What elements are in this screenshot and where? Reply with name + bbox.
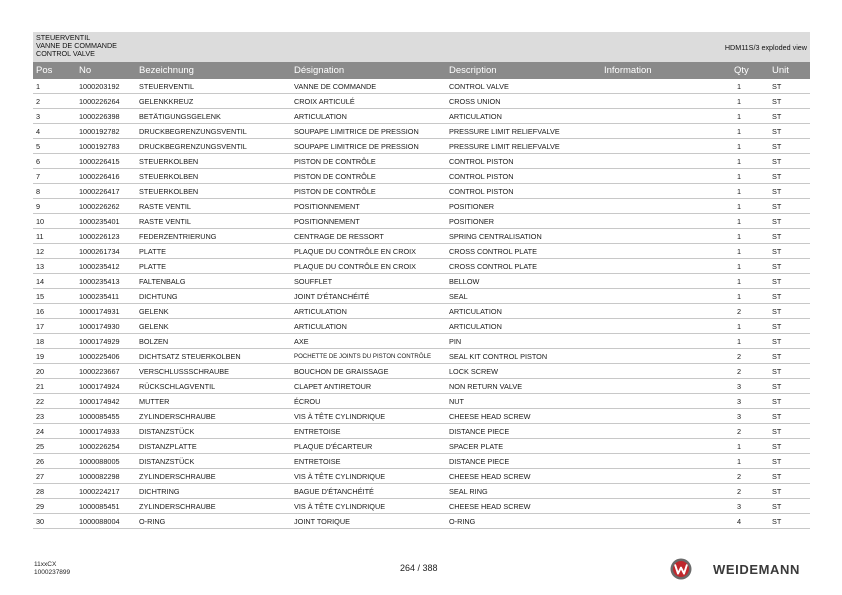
cell-unit: ST: [769, 454, 810, 469]
col-header-description: Description: [446, 62, 601, 79]
cell-part-number: 1000235413: [76, 274, 136, 289]
cell-qty: 2: [731, 484, 769, 499]
cell-qty: 1: [731, 214, 769, 229]
cell-designation: VIS À TÊTE CYLINDRIQUE: [291, 499, 446, 514]
cell-designation: ARTICULATION: [291, 319, 446, 334]
cell-qty: 1: [731, 199, 769, 214]
table-row: [33, 274, 810, 289]
cell-qty: 2: [731, 424, 769, 439]
cell-pos: 11: [33, 229, 76, 244]
cell-part-number: 1000235401: [76, 214, 136, 229]
weidemann-logo-icon: [670, 558, 692, 580]
assembly-title: [36, 34, 117, 58]
cell-part-number: 1000203192: [76, 79, 136, 94]
col-header-pos: Pos: [33, 62, 76, 79]
cell-bezeichnung: FEDERZENTRIERUNG: [136, 229, 291, 244]
cell-information: [601, 304, 731, 319]
cell-qty: 1: [731, 169, 769, 184]
cell-unit: ST: [769, 109, 810, 124]
cell-bezeichnung: GELENK: [136, 304, 291, 319]
table-row: [33, 499, 810, 514]
cell-description: CROSS UNION: [446, 94, 601, 109]
cell-information: [601, 499, 731, 514]
brand-name: WEIDEMANN: [713, 561, 801, 577]
cell-pos: 3: [33, 109, 76, 124]
cell-information: [601, 124, 731, 139]
cell-qty: 3: [731, 409, 769, 424]
brand-logo: [670, 557, 800, 581]
cell-qty: 1: [731, 109, 769, 124]
table-row: [33, 469, 810, 484]
cell-designation: PLAQUE D'ÉCARTEUR: [291, 439, 446, 454]
cell-designation: POSITIONNEMENT: [291, 214, 446, 229]
table-row: [33, 394, 810, 409]
col-header-information: Information: [601, 62, 731, 79]
page-number: 264 / 388: [400, 563, 438, 573]
cell-bezeichnung: DISTANZPLATTE: [136, 439, 291, 454]
cell-designation: POSITIONNEMENT: [291, 199, 446, 214]
cell-description: DISTANCE PIECE: [446, 424, 601, 439]
cell-description: POSITIONER: [446, 214, 601, 229]
cell-pos: 21: [33, 379, 76, 394]
cell-designation: SOUFFLET: [291, 274, 446, 289]
cell-pos: 7: [33, 169, 76, 184]
cell-part-number: 1000235412: [76, 259, 136, 274]
document-header: [33, 32, 810, 62]
cell-unit: ST: [769, 184, 810, 199]
cell-information: [601, 244, 731, 259]
cell-description: O-RING: [446, 514, 601, 529]
cell-description: CONTROL PISTON: [446, 154, 601, 169]
cell-part-number: 1000174933: [76, 424, 136, 439]
cell-description: PIN: [446, 334, 601, 349]
col-header-designation: Désignation: [291, 62, 446, 79]
cell-pos: 24: [33, 424, 76, 439]
cell-bezeichnung: STEUERKOLBEN: [136, 169, 291, 184]
cell-part-number: 1000226262: [76, 199, 136, 214]
cell-designation: VIS À TÊTE CYLINDRIQUE: [291, 409, 446, 424]
cell-unit: ST: [769, 394, 810, 409]
cell-unit: ST: [769, 79, 810, 94]
cell-bezeichnung: BOLZEN: [136, 334, 291, 349]
cell-pos: 25: [33, 439, 76, 454]
cell-part-number: 1000085455: [76, 409, 136, 424]
cell-pos: 1: [33, 79, 76, 94]
table-row: [33, 109, 810, 124]
cell-description: CHEESE HEAD SCREW: [446, 469, 601, 484]
cell-information: [601, 229, 731, 244]
cell-description: NON RETURN VALVE: [446, 379, 601, 394]
cell-unit: ST: [769, 214, 810, 229]
cell-pos: 8: [33, 184, 76, 199]
cell-designation: PISTON DE CONTRÔLE: [291, 184, 446, 199]
cell-qty: 2: [731, 349, 769, 364]
cell-bezeichnung: STEUERKOLBEN: [136, 154, 291, 169]
parts-table-body: [33, 79, 810, 529]
cell-information: [601, 514, 731, 529]
cell-information: [601, 199, 731, 214]
cell-unit: ST: [769, 124, 810, 139]
cell-part-number: 1000174929: [76, 334, 136, 349]
cell-unit: ST: [769, 154, 810, 169]
cell-unit: ST: [769, 289, 810, 304]
cell-bezeichnung: O-RING: [136, 514, 291, 529]
cell-information: [601, 289, 731, 304]
cell-part-number: 1000174924: [76, 379, 136, 394]
cell-description: BELLOW: [446, 274, 601, 289]
cell-part-number: 1000226415: [76, 154, 136, 169]
cell-description: LOCK SCREW: [446, 364, 601, 379]
cell-pos: 26: [33, 454, 76, 469]
cell-description: CONTROL PISTON: [446, 169, 601, 184]
cell-description: ARTICULATION: [446, 319, 601, 334]
cell-description: CHEESE HEAD SCREW: [446, 409, 601, 424]
cell-qty: 2: [731, 304, 769, 319]
cell-description: SPACER PLATE: [446, 439, 601, 454]
cell-information: [601, 109, 731, 124]
cell-designation: VANNE DE COMMANDE: [291, 79, 446, 94]
cell-bezeichnung: STEUERKOLBEN: [136, 184, 291, 199]
cell-bezeichnung: GELENK: [136, 319, 291, 334]
cell-bezeichnung: PLATTE: [136, 259, 291, 274]
cell-part-number: 1000235411: [76, 289, 136, 304]
cell-bezeichnung: ZYLINDERSCHRAUBE: [136, 409, 291, 424]
table-row: [33, 424, 810, 439]
cell-bezeichnung: ZYLINDERSCHRAUBE: [136, 499, 291, 514]
cell-bezeichnung: DICHTUNG: [136, 289, 291, 304]
cell-description: ARTICULATION: [446, 304, 601, 319]
cell-qty: 1: [731, 244, 769, 259]
exploded-view-label: HDM11S/3 exploded view: [724, 43, 807, 52]
cell-pos: 20: [33, 364, 76, 379]
cell-qty: 1: [731, 334, 769, 349]
cell-designation: SOUPAPE LIMITRICE DE PRESSION: [291, 139, 446, 154]
cell-unit: ST: [769, 94, 810, 109]
cell-pos: 19: [33, 349, 76, 364]
col-header-no: No: [76, 62, 136, 79]
cell-pos: 10: [33, 214, 76, 229]
table-row: [33, 319, 810, 334]
cell-information: [601, 364, 731, 379]
cell-part-number: 1000223667: [76, 364, 136, 379]
cell-designation: PISTON DE CONTRÔLE: [291, 169, 446, 184]
cell-unit: ST: [769, 334, 810, 349]
cell-qty: 1: [731, 274, 769, 289]
cell-description: PRESSURE LIMIT RELIEFVALVE: [446, 124, 601, 139]
cell-bezeichnung: BETÄTIGUNGSGELENK: [136, 109, 291, 124]
table-row: [33, 304, 810, 319]
table-row: [33, 199, 810, 214]
col-header-unit: Unit: [769, 62, 810, 79]
cell-unit: ST: [769, 514, 810, 529]
cell-pos: 2: [33, 94, 76, 109]
cell-description: SEAL RING: [446, 484, 601, 499]
cell-bezeichnung: DISTANZSTÜCK: [136, 454, 291, 469]
cell-designation: BAGUE D'ÉTANCHÉITÉ: [291, 484, 446, 499]
cell-pos: 12: [33, 244, 76, 259]
cell-part-number: 1000088005: [76, 454, 136, 469]
cell-qty: 1: [731, 124, 769, 139]
cell-pos: 23: [33, 409, 76, 424]
cell-part-number: 1000174942: [76, 394, 136, 409]
cell-designation: ENTRETOISE: [291, 424, 446, 439]
table-row: [33, 259, 810, 274]
cell-unit: ST: [769, 169, 810, 184]
cell-information: [601, 334, 731, 349]
title-german: STEUERVENTIL: [36, 33, 91, 42]
cell-part-number: 1000226264: [76, 94, 136, 109]
cell-bezeichnung: DICHTSATZ STEUERKOLBEN: [136, 349, 291, 364]
col-header-qty: Qty: [731, 62, 769, 79]
cell-qty: 1: [731, 154, 769, 169]
cell-information: [601, 154, 731, 169]
cell-unit: ST: [769, 379, 810, 394]
cell-bezeichnung: RÜCKSCHLAGVENTIL: [136, 379, 291, 394]
cell-description: SEAL: [446, 289, 601, 304]
cell-unit: ST: [769, 439, 810, 454]
cell-unit: ST: [769, 349, 810, 364]
cell-description: CROSS CONTROL PLATE: [446, 259, 601, 274]
cell-qty: 1: [731, 259, 769, 274]
table-row: [33, 154, 810, 169]
cell-bezeichnung: MUTTER: [136, 394, 291, 409]
table-row: [33, 439, 810, 454]
cell-qty: 1: [731, 79, 769, 94]
cell-part-number: 1000226254: [76, 439, 136, 454]
cell-pos: 29: [33, 499, 76, 514]
cell-bezeichnung: GELENKKREUZ: [136, 94, 291, 109]
cell-designation: JOINT TORIQUE: [291, 514, 446, 529]
cell-information: [601, 184, 731, 199]
title-french: VANNE DE COMMANDE: [36, 41, 117, 50]
table-row: [33, 379, 810, 394]
cell-pos: 22: [33, 394, 76, 409]
cell-part-number: 1000226398: [76, 109, 136, 124]
cell-part-number: 1000174930: [76, 319, 136, 334]
table-row: [33, 94, 810, 109]
cell-designation: PLAQUE DU CONTRÔLE EN CROIX: [291, 244, 446, 259]
cell-information: [601, 259, 731, 274]
cell-information: [601, 214, 731, 229]
cell-description: DISTANCE PIECE: [446, 454, 601, 469]
cell-information: [601, 439, 731, 454]
document-number: 1000237899: [34, 568, 71, 576]
table-row: [33, 79, 810, 94]
cell-designation: PISTON DE CONTRÔLE: [291, 154, 446, 169]
cell-designation: CROIX ARTICULÉ: [291, 94, 446, 109]
table-row: [33, 454, 810, 469]
cell-qty: 1: [731, 319, 769, 334]
cell-unit: ST: [769, 304, 810, 319]
cell-description: CROSS CONTROL PLATE: [446, 244, 601, 259]
cell-part-number: 1000088004: [76, 514, 136, 529]
cell-information: [601, 79, 731, 94]
cell-information: [601, 379, 731, 394]
cell-description: SEAL KIT CONTROL PISTON: [446, 349, 601, 364]
table-row: [33, 409, 810, 424]
cell-designation: PLAQUE DU CONTRÔLE EN CROIX: [291, 259, 446, 274]
model-label: 11xxCX: [34, 561, 57, 568]
cell-part-number: 1000261734: [76, 244, 136, 259]
table-row: [33, 334, 810, 349]
cell-unit: ST: [769, 244, 810, 259]
cell-qty: 2: [731, 364, 769, 379]
cell-part-number: 1000225406: [76, 349, 136, 364]
cell-description: NUT: [446, 394, 601, 409]
table-row: [33, 484, 810, 499]
footer-identifiers: [34, 561, 70, 576]
cell-information: [601, 409, 731, 424]
cell-bezeichnung: DRUCKBEGRENZUNGSVENTIL: [136, 139, 291, 154]
cell-designation: AXE: [291, 334, 446, 349]
cell-unit: ST: [769, 259, 810, 274]
table-row: [33, 364, 810, 379]
cell-information: [601, 94, 731, 109]
cell-information: [601, 274, 731, 289]
cell-qty: 1: [731, 439, 769, 454]
cell-qty: 1: [731, 454, 769, 469]
cell-description: CHEESE HEAD SCREW: [446, 499, 601, 514]
cell-part-number: 1000226123: [76, 229, 136, 244]
cell-qty: 3: [731, 499, 769, 514]
cell-pos: 18: [33, 334, 76, 349]
cell-description: PRESSURE LIMIT RELIEFVALVE: [446, 139, 601, 154]
title-english: CONTROL VALVE: [36, 49, 95, 58]
cell-unit: ST: [769, 364, 810, 379]
table-row: [33, 289, 810, 304]
cell-bezeichnung: DISTANZSTÜCK: [136, 424, 291, 439]
cell-information: [601, 139, 731, 154]
cell-qty: 1: [731, 184, 769, 199]
cell-qty: 1: [731, 229, 769, 244]
table-row: [33, 124, 810, 139]
table-row: [33, 139, 810, 154]
cell-qty: 4: [731, 514, 769, 529]
cell-description: CONTROL VALVE: [446, 79, 601, 94]
cell-unit: ST: [769, 274, 810, 289]
cell-unit: ST: [769, 424, 810, 439]
cell-information: [601, 394, 731, 409]
cell-designation: CENTRAGE DE RESSORT: [291, 229, 446, 244]
cell-qty: 1: [731, 94, 769, 109]
cell-bezeichnung: DICHTRING: [136, 484, 291, 499]
cell-bezeichnung: FALTENBALG: [136, 274, 291, 289]
cell-information: [601, 169, 731, 184]
cell-information: [601, 484, 731, 499]
cell-part-number: 1000224217: [76, 484, 136, 499]
cell-description: SPRING CENTRALISATION: [446, 229, 601, 244]
cell-information: [601, 469, 731, 484]
cell-designation: SOUPAPE LIMITRICE DE PRESSION: [291, 124, 446, 139]
cell-part-number: 1000192782: [76, 124, 136, 139]
cell-pos: 28: [33, 484, 76, 499]
cell-part-number: 1000174931: [76, 304, 136, 319]
cell-designation: CLAPET ANTIRETOUR: [291, 379, 446, 394]
cell-bezeichnung: RASTE VENTIL: [136, 214, 291, 229]
cell-unit: ST: [769, 499, 810, 514]
cell-part-number: 1000226417: [76, 184, 136, 199]
cell-information: [601, 349, 731, 364]
cell-qty: 2: [731, 469, 769, 484]
table-row: [33, 184, 810, 199]
cell-pos: 15: [33, 289, 76, 304]
table-header-row: [33, 62, 810, 79]
cell-unit: ST: [769, 484, 810, 499]
cell-unit: ST: [769, 409, 810, 424]
cell-designation: JOINT D'ÉTANCHÉITÉ: [291, 289, 446, 304]
cell-pos: 14: [33, 274, 76, 289]
cell-part-number: 1000192783: [76, 139, 136, 154]
cell-unit: ST: [769, 199, 810, 214]
col-header-bezeichnung: Bezeichnung: [136, 62, 291, 79]
cell-qty: 1: [731, 289, 769, 304]
cell-unit: ST: [769, 469, 810, 484]
cell-pos: 4: [33, 124, 76, 139]
cell-unit: ST: [769, 229, 810, 244]
cell-information: [601, 454, 731, 469]
table-row: [33, 244, 810, 259]
cell-qty: 3: [731, 379, 769, 394]
cell-pos: 6: [33, 154, 76, 169]
cell-pos: 16: [33, 304, 76, 319]
cell-bezeichnung: PLATTE: [136, 244, 291, 259]
cell-part-number: 1000082298: [76, 469, 136, 484]
parts-table: [33, 62, 810, 529]
cell-bezeichnung: DRUCKBEGRENZUNGSVENTIL: [136, 124, 291, 139]
cell-designation: ENTRETOISE: [291, 454, 446, 469]
cell-pos: 30: [33, 514, 76, 529]
cell-part-number: 1000085451: [76, 499, 136, 514]
cell-designation: BOUCHON DE GRAISSAGE: [291, 364, 446, 379]
cell-pos: 27: [33, 469, 76, 484]
cell-designation: VIS À TÊTE CYLINDRIQUE: [291, 469, 446, 484]
cell-unit: ST: [769, 319, 810, 334]
cell-designation: POCHETTE DE JOINTS DU PISTON CONTRÔLE: [291, 349, 446, 364]
cell-information: [601, 424, 731, 439]
cell-bezeichnung: RASTE VENTIL: [136, 199, 291, 214]
cell-description: POSITIONER: [446, 199, 601, 214]
cell-description: CONTROL PISTON: [446, 184, 601, 199]
table-row: [33, 349, 810, 364]
table-row: [33, 169, 810, 184]
cell-qty: 3: [731, 394, 769, 409]
table-row: [33, 214, 810, 229]
cell-pos: 13: [33, 259, 76, 274]
cell-designation: ARTICULATION: [291, 304, 446, 319]
cell-description: ARTICULATION: [446, 109, 601, 124]
table-row: [33, 514, 810, 529]
cell-designation: ARTICULATION: [291, 109, 446, 124]
cell-designation: ÉCROU: [291, 394, 446, 409]
cell-part-number: 1000226416: [76, 169, 136, 184]
cell-bezeichnung: ZYLINDERSCHRAUBE: [136, 469, 291, 484]
cell-pos: 17: [33, 319, 76, 334]
cell-pos: 5: [33, 139, 76, 154]
cell-pos: 9: [33, 199, 76, 214]
cell-information: [601, 319, 731, 334]
cell-unit: ST: [769, 139, 810, 154]
cell-bezeichnung: STEUERVENTIL: [136, 79, 291, 94]
cell-bezeichnung: VERSCHLUSSSCHRAUBE: [136, 364, 291, 379]
cell-qty: 1: [731, 139, 769, 154]
table-row: [33, 229, 810, 244]
